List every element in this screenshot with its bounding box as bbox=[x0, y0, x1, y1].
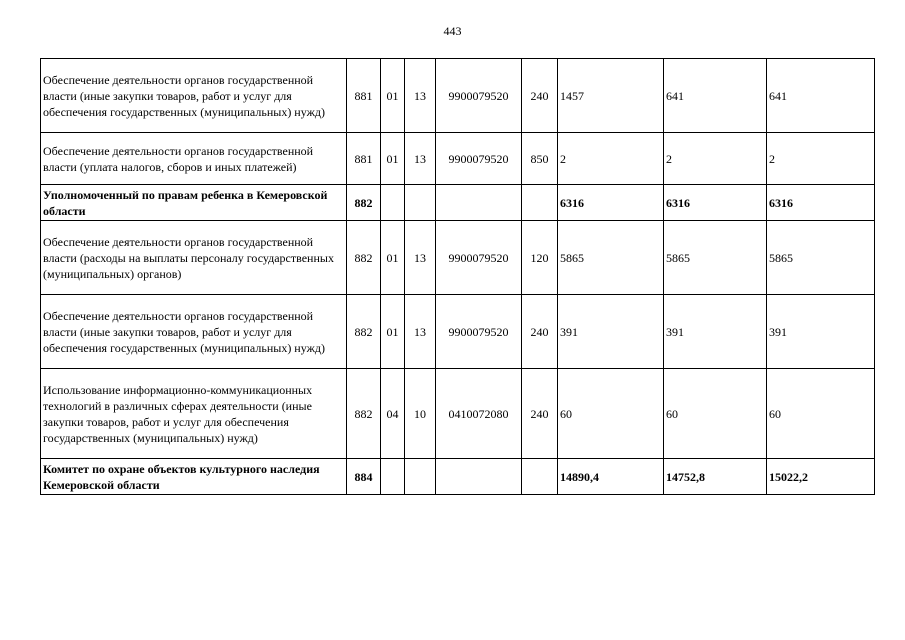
budget-table bbox=[40, 58, 875, 495]
table-row bbox=[41, 221, 875, 295]
cell-amount-year-3: 2 bbox=[767, 133, 875, 185]
cell-subsection: 13 bbox=[405, 59, 436, 133]
table-row bbox=[41, 295, 875, 369]
cell-subsection: 13 bbox=[405, 295, 436, 369]
cell-target-article: 9900079520 bbox=[436, 221, 522, 295]
cell-amount-year-1: 6316 bbox=[558, 185, 664, 221]
cell-name: Обеспечение деятельности органов государственной власти (расходы на выплаты персоналу государственных (муниципальных) органов) bbox=[41, 221, 347, 295]
cell-target-article: 0410072080 bbox=[436, 369, 522, 459]
cell-subsection bbox=[405, 185, 436, 221]
page-number: 443 bbox=[443, 24, 462, 38]
cell-amount-year-3: 6316 bbox=[767, 185, 875, 221]
cell-name: Комитет по охране объектов культурного наследия Кемеровской области bbox=[41, 459, 347, 495]
cell-amount-year-1: 14890,4 bbox=[558, 459, 664, 495]
cell-section bbox=[381, 185, 405, 221]
cell-section: 01 bbox=[381, 59, 405, 133]
cell-name: Обеспечение деятельности органов государственной власти (иные закупки товаров, работ и услуг для обеспечения государственных (муниципальных) нужд) bbox=[41, 295, 347, 369]
cell-section: 01 bbox=[381, 133, 405, 185]
cell-subsection bbox=[405, 459, 436, 495]
cell-amount-year-3: 641 bbox=[767, 59, 875, 133]
cell-expense-type: 240 bbox=[522, 369, 558, 459]
cell-amount-year-2: 60 bbox=[664, 369, 767, 459]
cell-subsection: 10 bbox=[405, 369, 436, 459]
table-row bbox=[41, 459, 875, 495]
cell-expense-type: 240 bbox=[522, 59, 558, 133]
cell-amount-year-1: 1457 bbox=[558, 59, 664, 133]
table-row bbox=[41, 185, 875, 221]
cell-subsection: 13 bbox=[405, 221, 436, 295]
cell-section bbox=[381, 459, 405, 495]
cell-amount-year-2: 641 bbox=[664, 59, 767, 133]
cell-expense-type: 120 bbox=[522, 221, 558, 295]
cell-amount-year-2: 14752,8 bbox=[664, 459, 767, 495]
cell-target-article bbox=[436, 459, 522, 495]
budget-table-body bbox=[41, 59, 875, 495]
cell-amount-year-1: 2 bbox=[558, 133, 664, 185]
cell-section: 01 bbox=[381, 295, 405, 369]
cell-section: 04 bbox=[381, 369, 405, 459]
cell-amount-year-1: 391 bbox=[558, 295, 664, 369]
cell-department-code: 881 bbox=[347, 133, 381, 185]
cell-department-code: 882 bbox=[347, 369, 381, 459]
table-row bbox=[41, 59, 875, 133]
cell-amount-year-2: 391 bbox=[664, 295, 767, 369]
cell-expense-type: 240 bbox=[522, 295, 558, 369]
cell-amount-year-2: 2 bbox=[664, 133, 767, 185]
cell-department-code: 882 bbox=[347, 221, 381, 295]
cell-section: 01 bbox=[381, 221, 405, 295]
cell-amount-year-3: 5865 bbox=[767, 221, 875, 295]
cell-department-code: 882 bbox=[347, 295, 381, 369]
cell-target-article: 9900079520 bbox=[436, 59, 522, 133]
cell-department-code: 882 bbox=[347, 185, 381, 221]
table-row bbox=[41, 369, 875, 459]
cell-amount-year-3: 60 bbox=[767, 369, 875, 459]
cell-expense-type: 850 bbox=[522, 133, 558, 185]
cell-name: Обеспечение деятельности органов государственной власти (иные закупки товаров, работ и услуг для обеспечения государственных (муниципальных) нужд) bbox=[41, 59, 347, 133]
table-row bbox=[41, 133, 875, 185]
cell-department-code: 884 bbox=[347, 459, 381, 495]
cell-amount-year-3: 391 bbox=[767, 295, 875, 369]
cell-target-article bbox=[436, 185, 522, 221]
cell-amount-year-1: 60 bbox=[558, 369, 664, 459]
cell-amount-year-2: 6316 bbox=[664, 185, 767, 221]
cell-expense-type bbox=[522, 185, 558, 221]
cell-name: Использование информационно-коммуникационных технологий в различных сферах деятельности (иные закупки товаров, работ и услуг для обеспечения государственных (муниципальных) нужд) bbox=[41, 369, 347, 459]
cell-subsection: 13 bbox=[405, 133, 436, 185]
cell-name: Уполномоченный по правам ребенка в Кемеровской области bbox=[41, 185, 347, 221]
cell-target-article: 9900079520 bbox=[436, 295, 522, 369]
cell-expense-type bbox=[522, 459, 558, 495]
cell-department-code: 881 bbox=[347, 59, 381, 133]
cell-name: Обеспечение деятельности органов государственной власти (уплата налогов, сборов и иных платежей) bbox=[41, 133, 347, 185]
cell-target-article: 9900079520 bbox=[436, 133, 522, 185]
cell-amount-year-1: 5865 bbox=[558, 221, 664, 295]
cell-amount-year-3: 15022,2 bbox=[767, 459, 875, 495]
cell-amount-year-2: 5865 bbox=[664, 221, 767, 295]
